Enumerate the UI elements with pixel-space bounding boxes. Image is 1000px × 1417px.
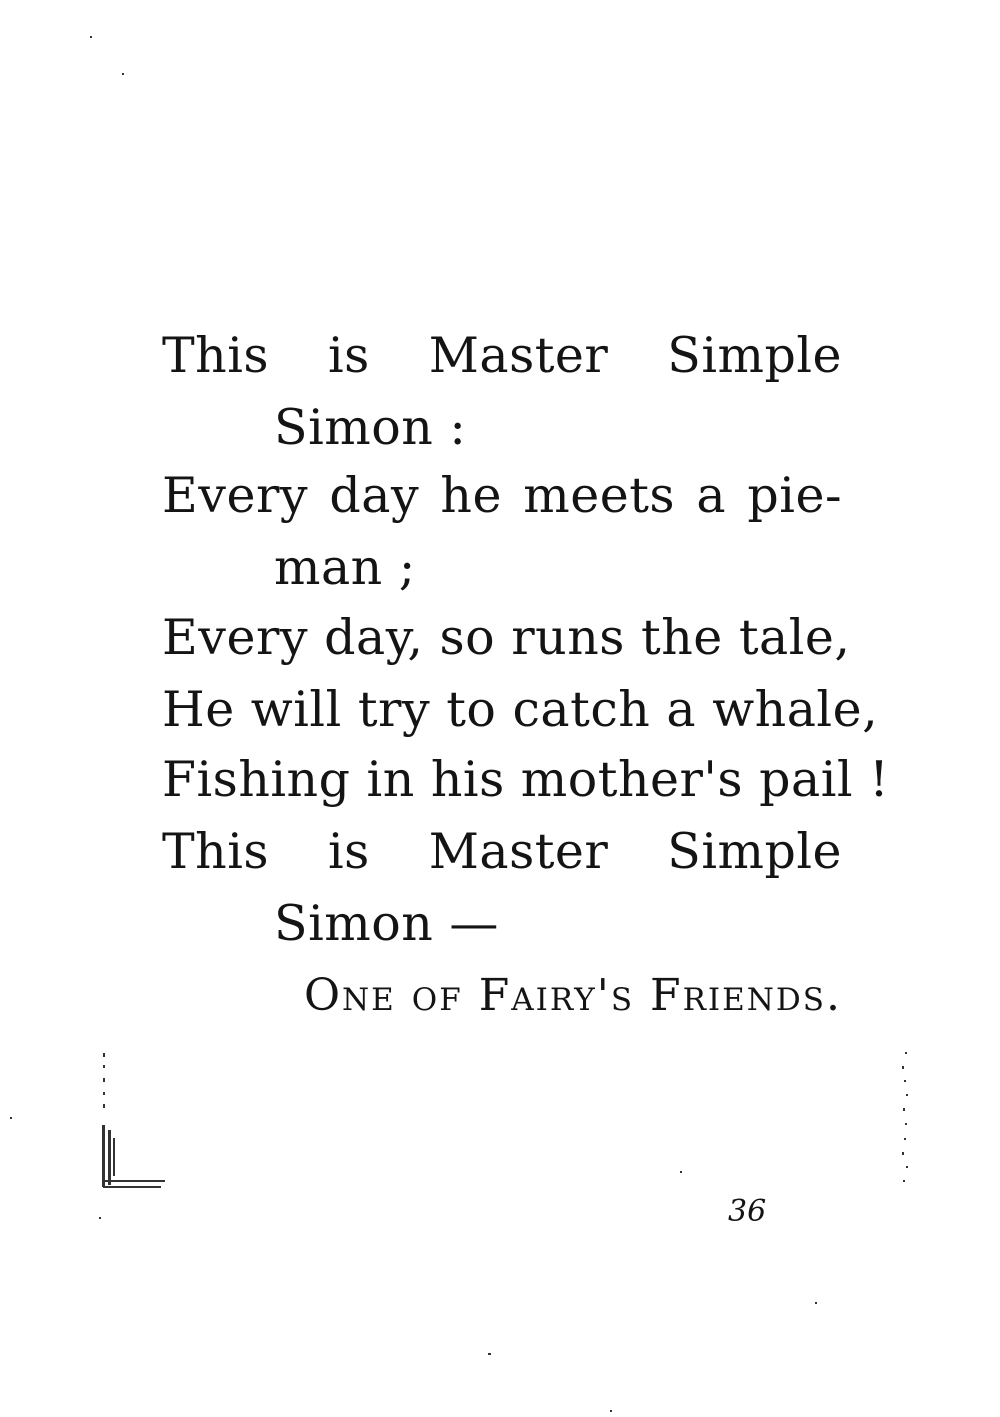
poem-line-4: man ;: [274, 539, 416, 596]
poem-line-9: Simon —: [274, 895, 499, 952]
poem-line-5: Every day, so runs the tale,: [162, 609, 851, 666]
page-number: 36: [728, 1194, 767, 1229]
poem-line-8: This is Master Simple: [162, 823, 842, 880]
poem-attribution: One of Fairy's Friends.: [303, 970, 842, 1021]
poem-line-7: Fishing in his mother's pail !: [162, 751, 890, 808]
poem-line-2: Simon :: [274, 399, 467, 456]
poem-line-1: This is Master Simple: [162, 327, 842, 384]
poem-line-3: Every day he meets a pie-: [162, 467, 842, 524]
poem-line-6: He will try to catch a whale,: [162, 681, 879, 738]
